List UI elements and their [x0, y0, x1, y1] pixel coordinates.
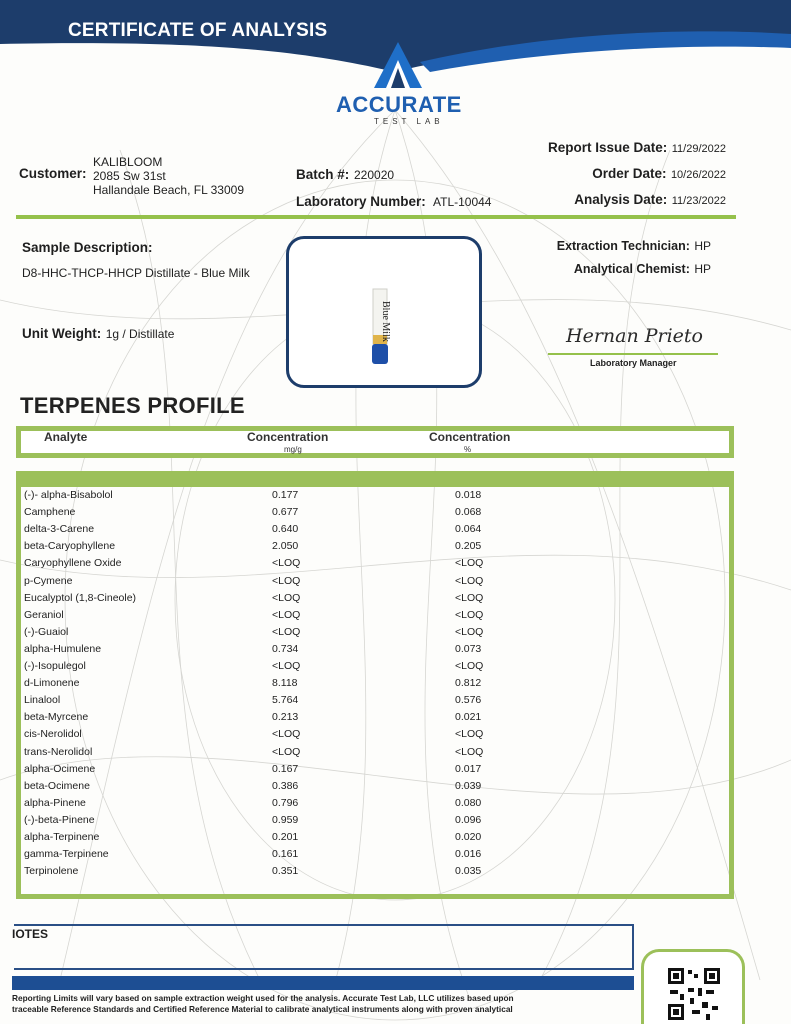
signature: Hernan Prieto — [566, 325, 703, 347]
concentration-pct-cell: 0.068 — [455, 506, 482, 519]
sample-description-value: D8-HHC-THCP-HHCP Distillate - Blue Milk — [22, 266, 250, 280]
concentration-mg-cell: 0.796 — [272, 796, 299, 809]
concentration-mg-cell: 0.734 — [272, 642, 299, 655]
table-row — [24, 660, 624, 677]
analyte-cell: alpha-Pinene — [24, 796, 86, 809]
column-concentration-pct: Concentration — [429, 430, 511, 444]
concentration-pct-cell: 0.576 — [455, 694, 482, 707]
concentration-pct-cell: 0.035 — [455, 865, 482, 878]
concentration-pct-cell: 0.096 — [455, 813, 482, 826]
customer-address-line1: 2085 Sw 31st — [93, 169, 166, 183]
table-row — [24, 780, 624, 797]
concentration-mg-cell: 0.677 — [272, 506, 299, 519]
table-row — [24, 489, 624, 506]
sample-description-label: Sample Description: — [22, 240, 153, 255]
footer-bar — [12, 976, 634, 990]
concentration-mg-cell: 0.201 — [272, 831, 299, 843]
extraction-technician-value: HP — [694, 239, 711, 253]
table-row — [24, 728, 624, 745]
column-concentration-mg-unit: mg/g — [284, 445, 302, 454]
concentration-pct-cell: <LOQ — [455, 728, 484, 741]
column-concentration-pct-unit: % — [464, 445, 472, 454]
batch-value: 220020 — [354, 168, 395, 182]
logo-mountain-icon — [372, 40, 424, 90]
concentration-pct-cell: 0.020 — [455, 831, 482, 843]
analyte-cell: beta-Ocimene — [24, 779, 90, 792]
analysis-date — [574, 191, 726, 209]
table-row — [24, 540, 624, 557]
analyte-cell: Caryophyllene Oxide — [24, 557, 122, 570]
notes-label: IOTES — [12, 927, 49, 941]
disclaimer-line1: Reporting Limits will vary based on sample extraction weight used for the analysis. Accurate Test Lab, LLC utilizes based upon — [12, 993, 514, 1003]
analyte-cell: (-)-Isopulegol — [24, 660, 86, 672]
analyte-cell: Eucalyptol (1,8-Cineole) — [24, 591, 137, 604]
concentration-pct-cell: <LOQ — [455, 625, 484, 638]
lab-number-value: ATL-10044 — [433, 195, 492, 209]
concentration-mg-cell: <LOQ — [272, 557, 301, 570]
analyte-cell: alpha-Terpinene — [24, 831, 100, 843]
unit-weight-value: 1g / Distillate — [105, 327, 175, 341]
order-date-label: Order Date: — [592, 166, 667, 181]
concentration-pct-cell: 0.021 — [455, 711, 482, 724]
concentration-pct-cell: 0.039 — [455, 779, 482, 792]
analyte-cell: Terpinolene — [24, 865, 79, 878]
unit-weight — [22, 325, 174, 343]
concentration-pct-cell: 0.812 — [455, 677, 482, 690]
concentration-mg-cell: 2.050 — [272, 540, 299, 553]
concentration-pct-cell: <LOQ — [455, 557, 484, 570]
concentration-pct-cell: <LOQ — [455, 591, 484, 604]
table-row — [24, 506, 624, 523]
concentration-mg-cell: <LOQ — [272, 660, 301, 672]
analyte-cell: alpha-Ocimene — [24, 762, 96, 775]
order-date-value: 10/26/2022 — [670, 169, 726, 181]
concentration-mg-cell: 0.161 — [272, 848, 299, 861]
table-row — [24, 523, 624, 540]
analyte-cell: trans-Nerolidol — [24, 745, 93, 758]
table-row — [24, 643, 624, 660]
analyte-cell: d-Limonene — [24, 677, 80, 690]
table-row — [24, 609, 624, 626]
notes-box — [14, 924, 634, 970]
analyte-cell: (-)-Guaiol — [24, 625, 69, 638]
lab-number-label: Laboratory Number: — [296, 194, 426, 209]
manager-title: Laboratory Manager — [590, 358, 677, 368]
concentration-mg-cell: 0.386 — [272, 779, 299, 792]
table-row — [24, 626, 624, 643]
terpenes-header-box — [16, 426, 734, 458]
table-row — [24, 848, 624, 865]
report-issue-date — [548, 139, 726, 157]
analyte-cell: beta-Caryophyllene — [24, 540, 116, 553]
logo-subtitle: TEST LAB — [374, 117, 444, 126]
concentration-mg-cell: <LOQ — [272, 745, 301, 758]
report-issue-date-label: Report Issue Date: — [548, 140, 668, 155]
batch-label: Batch #: — [296, 167, 350, 182]
analyte-cell: p-Cymene — [24, 574, 73, 587]
analytical-chemist-value: HP — [694, 262, 711, 276]
disclaimer-line2: traceable Reference Standards and Certified Reference Material to calibrate analytical instruments along with proven analytical — [12, 1004, 513, 1014]
customer-address-line2: Hallandale Beach, FL 33009 — [93, 183, 244, 197]
table-row — [24, 814, 624, 831]
analyte-cell: beta-Myrcene — [24, 711, 89, 724]
header-divider — [16, 215, 736, 219]
table-row — [24, 797, 624, 814]
concentration-mg-cell: 5.764 — [272, 694, 299, 707]
table-row — [24, 592, 624, 609]
qr-code-icon[interactable] — [666, 966, 722, 1022]
concentration-mg-cell: <LOQ — [272, 608, 301, 621]
table-row — [24, 694, 624, 711]
concentration-mg-cell: 0.177 — [272, 489, 299, 501]
concentration-pct-cell: 0.017 — [455, 762, 482, 775]
analyte-cell: cis-Nerolidol — [24, 728, 82, 741]
concentration-mg-cell: 0.167 — [272, 762, 299, 775]
table-row — [24, 831, 624, 848]
analyte-cell: (-)- alpha-Bisabolol — [24, 489, 113, 501]
disclaimer — [12, 993, 602, 1015]
order-date — [592, 165, 726, 183]
concentration-pct-cell: <LOQ — [455, 660, 484, 672]
customer-name: KALIBLOOM — [93, 155, 163, 169]
table-row — [24, 711, 624, 728]
concentration-mg-cell: <LOQ — [272, 591, 301, 604]
qr-frame — [641, 949, 745, 1024]
concentration-mg-cell: 0.640 — [272, 523, 299, 536]
sample-vial-image — [289, 239, 479, 385]
table-row — [24, 763, 624, 780]
concentration-mg-cell: 0.351 — [272, 865, 299, 878]
report-issue-date-value: 11/29/2022 — [671, 143, 726, 155]
column-concentration-mg: Concentration — [247, 430, 329, 444]
terpenes-title: TERPENES PROFILE — [20, 393, 245, 418]
concentration-pct-cell: 0.073 — [455, 642, 482, 655]
analysis-date-label: Analysis Date: — [574, 192, 668, 207]
table-row — [24, 677, 624, 694]
analytical-chemist-label: Analytical Chemist: — [573, 262, 690, 276]
concentration-mg-cell: 0.959 — [272, 813, 299, 826]
concentration-pct-cell: 0.080 — [455, 796, 482, 809]
analyte-cell: (-)-beta-Pinene — [24, 813, 95, 826]
vial-handwriting: Blue Milk — [380, 301, 391, 342]
concentration-mg-cell: <LOQ — [272, 625, 301, 638]
concentration-pct-cell: <LOQ — [455, 745, 484, 758]
concentration-pct-cell: <LOQ — [455, 574, 484, 587]
sample-photo-frame — [286, 236, 482, 388]
analysis-date-value: 11/23/2022 — [671, 195, 726, 207]
analytical-chemist — [574, 260, 711, 278]
table-row — [24, 746, 624, 763]
table-row — [24, 865, 624, 882]
customer-label: Customer: — [19, 166, 87, 181]
logo-wordmark: ACCURATE — [336, 92, 462, 117]
concentration-pct-cell: <LOQ — [455, 608, 484, 621]
analyte-cell: Camphene — [24, 506, 76, 519]
concentration-mg-cell: 0.213 — [272, 711, 299, 724]
concentration-pct-cell: 0.064 — [455, 523, 482, 536]
analyte-cell: gamma-Terpinene — [24, 848, 109, 861]
concentration-pct-cell: 0.205 — [455, 540, 482, 553]
concentration-mg-cell: <LOQ — [272, 574, 301, 587]
concentration-mg-cell: 8.118 — [272, 677, 298, 690]
extraction-technician — [557, 237, 711, 255]
column-analyte: Analyte — [44, 430, 88, 444]
analyte-cell: delta-3-Carene — [24, 523, 95, 536]
signature-line — [548, 353, 718, 355]
table-row — [24, 575, 624, 592]
concentration-pct-cell: 0.016 — [455, 848, 482, 861]
table-row — [24, 557, 624, 574]
certificate-title: CERTIFICATE OF ANALYSIS — [68, 20, 328, 41]
concentration-pct-cell: 0.018 — [455, 489, 482, 501]
analyte-cell: Geraniol — [24, 608, 64, 621]
analyte-cell: Linalool — [24, 694, 61, 707]
concentration-mg-cell: <LOQ — [272, 728, 301, 741]
analyte-cell: alpha-Humulene — [24, 642, 102, 655]
extraction-technician-label: Extraction Technician: — [556, 239, 690, 253]
unit-weight-label: Unit Weight: — [22, 326, 102, 341]
